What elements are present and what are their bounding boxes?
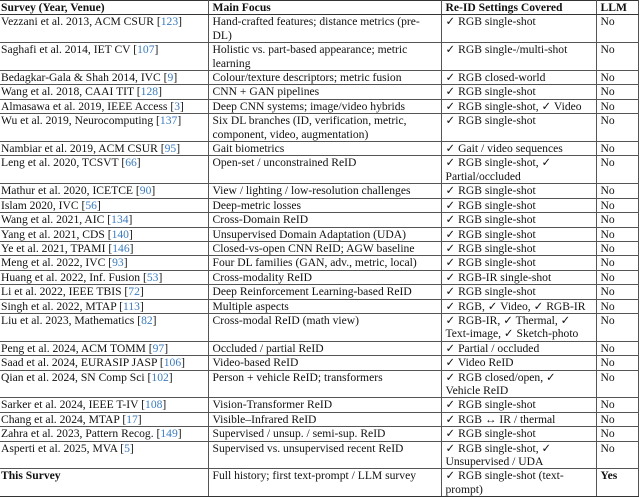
survey-cell (0, 213, 208, 227)
survey-cell (0, 99, 208, 113)
reference-link[interactable]: 134 (111, 213, 129, 227)
main-focus-cell: Deep-metric losses (208, 198, 441, 212)
main-focus-cell: Person + vehicle ReID; transformers (208, 370, 441, 398)
bracket-close: ] (128, 227, 133, 241)
table-row (0, 213, 638, 227)
table-row (0, 398, 638, 412)
llm-cell: No (596, 43, 638, 71)
llm-cell: No (596, 114, 638, 142)
settings-cell: ✓ Partial / occluded (441, 341, 596, 355)
llm-cell: No (596, 427, 638, 441)
main-focus-cell: Visible–Infrared ReID (208, 412, 441, 426)
survey-cell (0, 241, 208, 255)
settings-cell: ✓ RGB single-shot (441, 198, 596, 212)
settings-cell: ✓ RGB single-shot, ✓ Unsupervised / UDA (441, 441, 596, 469)
reference-link[interactable]: 137 (159, 114, 178, 128)
reference-link[interactable]: 140 (111, 227, 129, 241)
survey-citation: Yang et al. 2021, CDS [ (1, 227, 112, 241)
survey-cell (0, 313, 208, 341)
this-survey-settings: ✓ RGB single-shot (text-prompt) (441, 469, 596, 497)
reference-link[interactable]: 102 (151, 370, 169, 384)
table-row (0, 299, 638, 313)
reference-link[interactable]: 9 (167, 71, 174, 85)
survey-cell (0, 256, 208, 270)
table-row (0, 441, 638, 469)
survey-cell (0, 15, 208, 43)
main-focus-cell: View / lighting / low-resolution challenges (208, 184, 441, 198)
table-row (0, 184, 638, 198)
table-row (0, 427, 638, 441)
llm-cell: No (596, 370, 638, 398)
table-row (0, 270, 638, 284)
table-row (0, 15, 638, 43)
main-focus-cell: Occluded / partial ReID (208, 341, 441, 355)
llm-cell: No (596, 270, 638, 284)
llm-cell: No (596, 313, 638, 341)
llm-cell: No (596, 213, 638, 227)
settings-cell: ✓ RGB closed-world (441, 71, 596, 85)
table-row (0, 198, 638, 212)
survey-cell (0, 270, 208, 284)
reference-link[interactable]: 93 (112, 256, 124, 270)
this-survey-llm: Yes (596, 469, 638, 497)
main-focus-cell: Unsupervised Domain Adaptation (UDA) (208, 227, 441, 241)
settings-cell: ✓ RGB single-shot (441, 398, 596, 412)
header-main-focus: Main Focus (208, 1, 441, 15)
settings-cell: ✓ RGB single-/multi-shot (441, 43, 596, 71)
reference-link[interactable]: 82 (141, 313, 153, 327)
reference-link[interactable]: 113 (122, 299, 140, 313)
this-survey-row (0, 469, 638, 497)
bracket-close: ] (152, 313, 157, 327)
bracket-close: ] (164, 341, 169, 355)
llm-cell: No (596, 285, 638, 299)
bracket-close: ] (139, 285, 144, 299)
main-focus-cell: Cross-modal ReID (math view) (208, 313, 441, 341)
survey-cell (0, 142, 208, 156)
table-row (0, 285, 638, 299)
survey-cell (0, 156, 208, 184)
reference-link[interactable]: 149 (160, 427, 178, 441)
bracket-close: ] (162, 398, 167, 412)
survey-citation: Vezzani et al. 2013, ACM CSUR [ (1, 15, 161, 29)
bracket-close: ] (173, 71, 178, 85)
settings-cell: ✓ Video ReID (441, 356, 596, 370)
bracket-close: ] (181, 356, 186, 370)
survey-cell (0, 412, 208, 426)
main-focus-cell: Deep Reinforcement Learning-based ReID (208, 285, 441, 299)
survey-cell (0, 441, 208, 469)
table-row (0, 156, 638, 184)
survey-cell (0, 285, 208, 299)
main-focus-cell: Cross-modality ReID (208, 270, 441, 284)
reference-link[interactable]: 108 (145, 398, 163, 412)
llm-cell: No (596, 156, 638, 184)
survey-citation: Nambiar et al. 2019, ACM CSUR [ (1, 142, 165, 156)
survey-citation: Peng et al. 2024, ACM TOMM [ (1, 341, 153, 355)
survey-citation: Qian et al. 2024, SN Comp Sci [ (1, 370, 152, 384)
survey-citation: Asperti et al. 2025, MVA [ (1, 441, 125, 455)
settings-cell: ✓ Gait / video sequences (441, 142, 596, 156)
llm-cell: No (596, 15, 638, 43)
settings-cell: ✓ RGB closed/open, ✓ Vehicle ReID (441, 370, 596, 398)
bracket-close: ] (137, 412, 142, 426)
settings-cell: ✓ RGB single-shot (441, 184, 596, 198)
survey-cell (0, 398, 208, 412)
survey-citation: Islam 2020, IVC [ (1, 198, 86, 212)
llm-cell: No (596, 398, 638, 412)
table-row (0, 142, 638, 156)
survey-citation: Zahra et al. 2023, Pattern Recog. [ (1, 427, 161, 441)
reference-link[interactable]: 17 (126, 412, 138, 426)
survey-citation: Almasawa et al. 2019, IEEE Access [ (1, 99, 175, 113)
table-row (0, 256, 638, 270)
bracket-close: ] (176, 142, 181, 156)
main-focus-cell: Video-based ReID (208, 356, 441, 370)
settings-cell: ✓ RGB-IR, ✓ Thermal, ✓ Text-image, ✓ Sketch-photo (441, 313, 596, 341)
survey-cell (0, 299, 208, 313)
survey-citation: Saghafi et al. 2014, IET CV [ (1, 43, 138, 57)
main-focus-cell: CNN + GAN pipelines (208, 85, 441, 99)
main-focus-cell: Six DL branches (ID, verification, metric, component, video, augmentation) (208, 114, 441, 142)
survey-cell (0, 341, 208, 355)
reference-link[interactable]: 56 (85, 198, 97, 212)
table-row (0, 114, 638, 142)
reference-link[interactable]: 106 (163, 356, 182, 370)
reference-link[interactable]: 107 (137, 43, 155, 57)
llm-cell: No (596, 299, 638, 313)
settings-cell: ✓ RGB single-shot (441, 15, 596, 43)
reference-link[interactable]: 53 (146, 270, 159, 284)
header-llm: LLM (596, 1, 638, 15)
table-body (0, 15, 638, 497)
survey-cell (0, 356, 208, 370)
survey-cell (0, 43, 208, 71)
settings-cell: ✓ RGB ↔ IR / thermal (441, 412, 596, 426)
reference-link[interactable]: 146 (112, 241, 130, 255)
llm-cell: No (596, 142, 638, 156)
this-survey-focus: Full history; first text-prompt / LLM survey (208, 469, 441, 497)
reference-link[interactable]: 128 (140, 85, 159, 99)
table-row (0, 370, 638, 398)
main-focus-cell: Four DL families (GAN, adv., metric, local) (208, 256, 441, 270)
survey-cell (0, 85, 208, 99)
reference-link[interactable]: 97 (152, 341, 165, 355)
main-focus-cell: Colour/texture descriptors; metric fusion (208, 71, 441, 85)
bracket-close: ] (177, 427, 182, 441)
reference-link[interactable]: 5 (124, 441, 130, 455)
table-row (0, 313, 638, 341)
table-row (0, 85, 638, 99)
settings-cell: ✓ RGB single-shot, ✓ Video (441, 99, 596, 113)
survey-citation: Huang et al. 2022, Inf. Fusion [ (1, 270, 147, 284)
bracket-close: ] (168, 370, 173, 384)
bracket-close: ] (158, 85, 162, 99)
main-focus-cell: Holistic vs. part-based appearance; metric learning (208, 43, 441, 71)
settings-cell: ✓ RGB single-shot (441, 227, 596, 241)
table-row (0, 341, 638, 355)
table-row (0, 241, 638, 255)
survey-cell (0, 370, 208, 398)
reference-link[interactable]: 66 (125, 156, 137, 170)
settings-cell: ✓ RGB single-shot (441, 256, 596, 270)
llm-cell: No (596, 85, 638, 99)
header-settings: Re-ID Settings Covered (441, 1, 596, 15)
bracket-close: ] (123, 256, 128, 270)
bracket-close: ] (139, 299, 144, 313)
survey-cell (0, 71, 208, 85)
bracket-close: ] (177, 114, 182, 128)
survey-citation: Leng et al. 2020, TCSVT [ (1, 156, 126, 170)
survey-citation: Li et al. 2022, IEEE TBIS [ (1, 285, 129, 299)
survey-cell (0, 184, 208, 198)
survey-cell (0, 198, 208, 212)
this-survey-label: This Survey (0, 469, 208, 497)
table-row (0, 227, 638, 241)
main-focus-cell: Cross-Domain ReID (208, 213, 441, 227)
table-row (0, 71, 638, 85)
reference-link[interactable]: 90 (139, 184, 152, 198)
bracket-close: ] (96, 198, 101, 212)
settings-cell: ✓ RGB, ✓ Video, ✓ RGB-IR (441, 299, 596, 313)
survey-cell (0, 427, 208, 441)
settings-cell: ✓ RGB single-shot (441, 285, 596, 299)
reference-link[interactable]: 95 (164, 142, 177, 156)
main-focus-cell: Multiple aspects (208, 299, 441, 313)
survey-citation: Wang et al. 2021, AIC [ (1, 213, 112, 227)
bracket-close: ] (128, 213, 133, 227)
header-row (0, 1, 638, 15)
survey-cell (0, 227, 208, 241)
main-focus-cell: Supervised vs. unsupervised recent ReID (208, 441, 441, 469)
main-focus-cell: Supervised / unsup. / semi-sup. ReID (208, 427, 441, 441)
llm-cell: No (596, 441, 638, 469)
settings-cell: ✓ RGB single-shot (441, 114, 596, 142)
survey-citation: Ye et al. 2021, TPAMI [ (1, 241, 113, 255)
llm-cell: No (596, 227, 638, 241)
survey-citation: Wu et al. 2019, Neurocomputing [ (1, 114, 160, 128)
header-survey: Survey (Year, Venue) (0, 1, 208, 15)
llm-cell: No (596, 412, 638, 426)
table-row (0, 43, 638, 71)
main-focus-cell: Gait biometrics (208, 142, 441, 156)
bracket-close: ] (154, 43, 159, 57)
bracket-close: ] (180, 99, 184, 113)
bracket-close: ] (136, 156, 141, 170)
settings-cell: ✓ RGB single-shot (441, 241, 596, 255)
llm-cell: No (596, 356, 638, 370)
survey-citation: Chang et al. 2024, MTAP [ (1, 412, 127, 426)
settings-cell: ✓ RGB single-shot (441, 427, 596, 441)
settings-cell: ✓ RGB single-shot, ✓ Partial/occluded (441, 156, 596, 184)
main-focus-cell: Hand-crafted features; distance metrics (pre-DL) (208, 15, 441, 43)
table-row (0, 412, 638, 426)
llm-cell: No (596, 256, 638, 270)
survey-citation: Wang et al. 2018, CAAI TIT [ (1, 85, 141, 99)
main-focus-cell: Closed-vs-open CNN ReID; AGW baseline (208, 241, 441, 255)
survey-citation: Bedagkar-Gala & Shah 2014, IVC [ (1, 71, 168, 85)
settings-cell: ✓ RGB single-shot (441, 85, 596, 99)
settings-cell: ✓ RGB-IR single-shot (441, 270, 596, 284)
llm-cell: No (596, 99, 638, 113)
llm-cell: No (596, 71, 638, 85)
main-focus-cell: Vision-Transformer ReID (208, 398, 441, 412)
bracket-close: ] (129, 241, 134, 255)
survey-cell (0, 114, 208, 142)
reference-link[interactable]: 123 (160, 15, 179, 29)
survey-citation: Sarker et al. 2024, IEEE T-IV [ (1, 398, 146, 412)
survey-citation: Meng et al. 2022, IVC [ (1, 256, 113, 270)
llm-cell: No (596, 241, 638, 255)
bracket-close: ] (158, 270, 163, 284)
settings-cell: ✓ RGB single-shot (441, 213, 596, 227)
reference-link[interactable]: 72 (128, 285, 140, 299)
llm-cell: No (596, 184, 638, 198)
main-focus-cell: Deep CNN systems; image/video hybrids (208, 99, 441, 113)
bracket-close: ] (178, 15, 182, 29)
bracket-close: ] (129, 441, 134, 455)
survey-citation: Singh et al. 2022, MTAP [ (1, 299, 123, 313)
survey-citation: Mathur et al. 2020, ICETCE [ (1, 184, 140, 198)
table-row (0, 99, 638, 113)
main-focus-cell: Open-set / unconstrained ReID (208, 156, 441, 184)
table-row (0, 356, 638, 370)
survey-citation: Liu et al. 2023, Mathematics [ (1, 313, 142, 327)
llm-cell: No (596, 198, 638, 212)
survey-citation: Saad et al. 2024, EURASIP JASP [ (1, 356, 164, 370)
llm-cell: No (596, 341, 638, 355)
bracket-close: ] (151, 184, 156, 198)
reference-link[interactable]: 3 (174, 99, 181, 113)
